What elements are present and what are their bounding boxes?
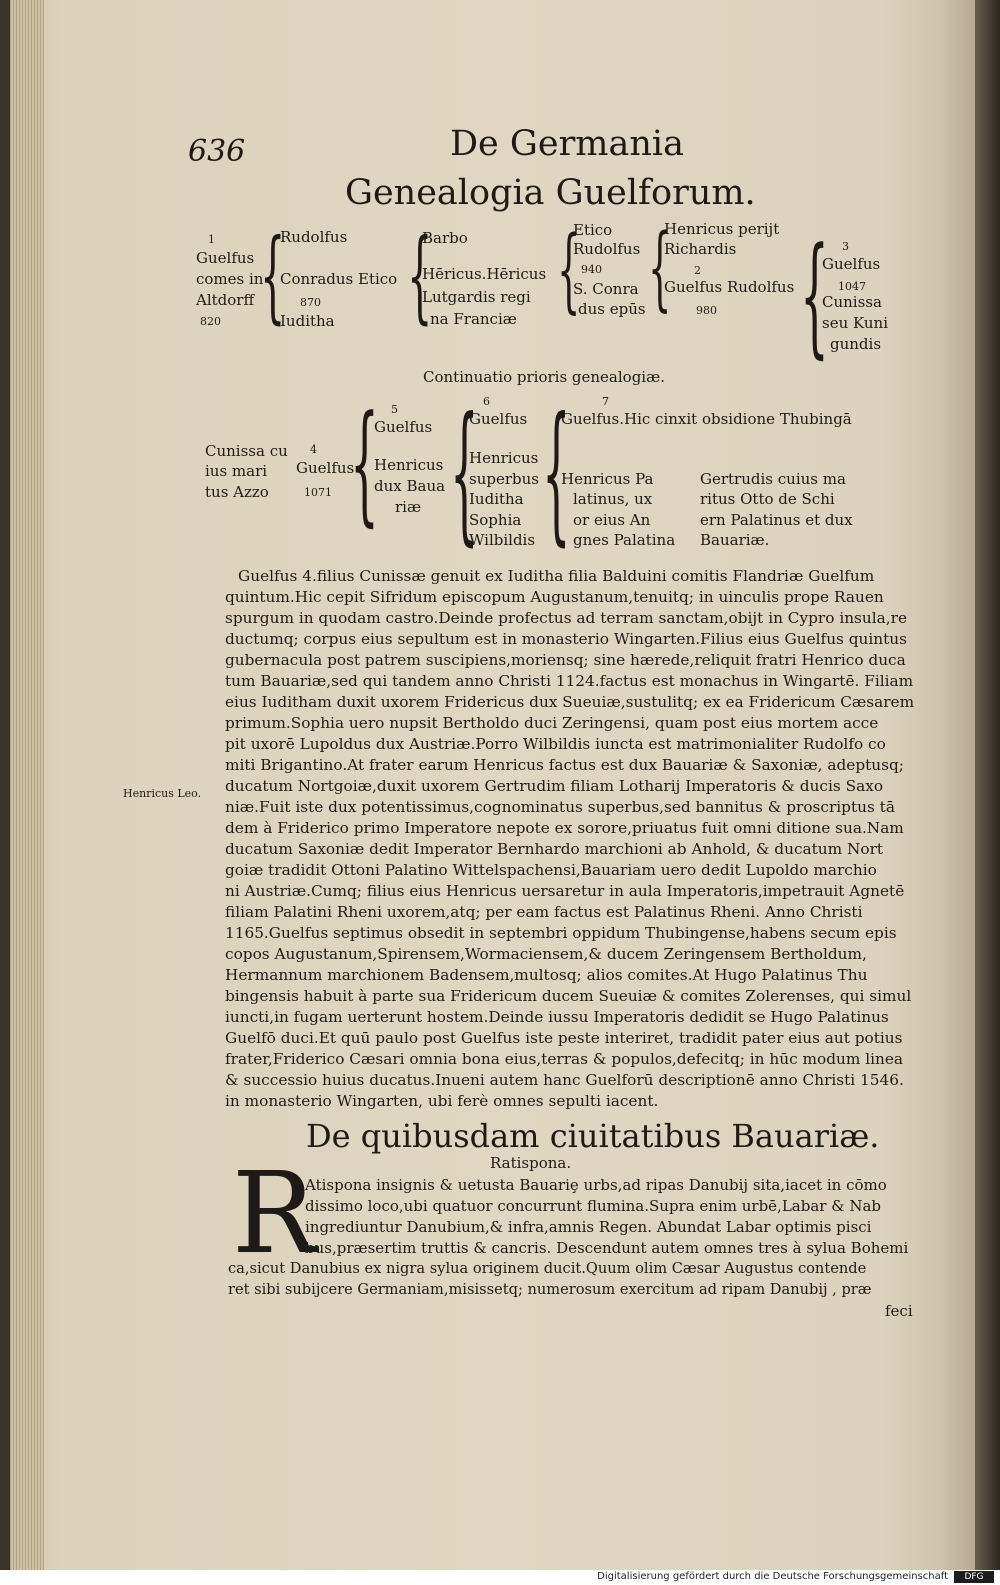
brace-icon: { (648, 214, 672, 321)
gen1-col4-a: Henricus perijt (664, 220, 780, 238)
gen1-root-number: 1 (208, 233, 215, 246)
subsection-title: Ratispona. (490, 1154, 572, 1172)
page-number: 636 (188, 134, 246, 169)
continuatio-heading: Continuatio prioris genealogiæ. (423, 368, 665, 386)
gen1-col3-a: Etico (573, 221, 613, 239)
gen1-root-line3: Altdorff (196, 291, 255, 309)
body-line: ni Austriæ.Cumq; filius eius Henricus uersaretur in aula Imperatoris,impetrauit Agnetē (225, 882, 905, 900)
body-line: ret sibi subijcere Germaniam,misissetq; numerosum exercitum ad ripam Danubij , præ (228, 1281, 872, 1298)
page-edge-stack (10, 0, 44, 1570)
body-line: 1165.Guelfus septimus obsedit in septembri oppidum Thubingense,habens secum epis (225, 924, 897, 942)
gen2-g4-name: Guelfus (296, 459, 355, 477)
section-title: De quibusdam ciuitatibus Bauariæ. (306, 1117, 880, 1155)
gen1-col1-a: Rudolfus (280, 228, 348, 246)
gen1-col5-num: 3 (842, 240, 849, 253)
gen2-col3-e: gnes Palatina (573, 531, 676, 549)
body-line: ducatum Saxoniæ dedit Imperator Bernhardo marchioni ab Anhold, & ducatum Nort (225, 840, 884, 858)
gen1-col5-d: Cunissa (822, 293, 882, 311)
body-line: spurgum in quodam castro.Deinde profectus ad terram sanctam,obijt in Cypro insula,re (225, 609, 908, 627)
brace-icon: { (557, 216, 581, 323)
body-line: pit uxorē Lupoldus dux Austriæ.Porro Wilbildis iuncta est matrimonialiter Rudolfo co (225, 735, 886, 753)
gen2-root-line1: Cunissa cu (205, 442, 288, 460)
gen2-col2-e: Sophia (469, 511, 522, 529)
gen2-col3-num: 7 (602, 395, 609, 408)
body-line: ingrediuntur Danubium,& infra,amnis Regen. Abundat Labar optimis pisci (305, 1218, 872, 1236)
body-line: in monasterio Wingarten, ubi ferè omnes sepulti iacent. (225, 1092, 659, 1110)
book-page (10, 0, 978, 1570)
gen2-g4-year: 1071 (304, 486, 332, 499)
gen1-col4-num: 2 (694, 264, 701, 277)
body-line: miti Brigantino.At frater earum Henricus factus est dux Bauariæ & Saxoniæ, adeptusq; (225, 756, 904, 774)
drop-cap: R (232, 1149, 317, 1279)
body-line: Hermannum marchionem Badensem,multosq; alios comites.At Hugo Palatinus Thu (225, 966, 868, 984)
brace-icon: { (800, 219, 829, 371)
gen2-col1-num: 5 (391, 403, 398, 416)
brace-icon: { (542, 386, 571, 560)
gen1-col2-b: Hēricus.Hēricus (422, 265, 547, 283)
body-line: copos Augustanum,Spirensem,Wormaciensem,& ducem Zeringensem Bertholdum, (225, 945, 867, 963)
gen2-col4-b: ritus Otto de Schi (700, 490, 835, 508)
page-title: Genealogia Guelforum. (345, 173, 756, 213)
gen2-col3-b: Henricus Pa (561, 470, 654, 488)
book-gutter (975, 0, 1000, 1570)
funding-credit: Digitalisierung gefördert durch die Deutsche Forschungsgemeinschaft (597, 1571, 948, 1582)
body-line: tum Bauariæ,sed qui tandem anno Christi 1124.factus est monachus in Wingartē. Filiam (225, 672, 914, 690)
body-line: eius Iuditham duxit uxorem Fridericus dux Sueuiæ,sustulitq; ex ea Fridericum Cæsarem (225, 693, 915, 711)
body-line: frater,Friderico Cæsari omnia bona eius,terras & populos,defecitq; in hūc modum linea (225, 1050, 904, 1068)
body-line: Guelfus 4.filius Cunissæ genuit ex Iuditha filia Balduini comitis Flandriæ Guelfum (238, 567, 875, 585)
gen1-root-year: 820 (200, 315, 221, 328)
gen2-col2-c: superbus (469, 470, 539, 488)
body-line: bingensis habuit à parte sua Fridericum ducem Sueuiæ & comites Zolerenses, qui simul (225, 987, 912, 1005)
gen1-col2-c: Lutgardis regi (422, 288, 531, 306)
gen2-col1-d: riæ (395, 498, 422, 516)
body-line: goiæ tradidit Ottoni Palatino Wittelspachensi,Bauariam uero dedit Lupoldo marchio (225, 861, 877, 879)
gen2-col3-d: or eius An (573, 511, 651, 529)
gen1-col5-f: gundis (830, 335, 882, 353)
running-head: De Germania (450, 124, 684, 164)
dfg-logo: DFG (954, 1571, 994, 1583)
body-line: niæ.Fuit iste dux potentissimus,cognominatus superbus,sed bannitus & proscriptus tā (225, 798, 895, 816)
gen2-root-line3: tus Azzo (205, 483, 269, 501)
body-line: bus,præsertim truttis & cancris. Descendunt autem omnes tres à sylua Bohemi (305, 1239, 909, 1257)
body-line: ducatum Nortgoiæ,duxit uxorem Gertrudim filiam Lotharij Imperatoris & ducis Saxo (225, 777, 884, 795)
gen2-col1-a: Guelfus (374, 418, 433, 436)
gen1-col4-b: Richardis (664, 240, 737, 258)
gen1-col1-d: Iuditha (280, 312, 335, 330)
gen2-g4-number: 4 (310, 443, 317, 456)
brace-icon: { (260, 217, 286, 334)
footer-bar (0, 1570, 1000, 1585)
gen1-col5-b: Guelfus (822, 255, 881, 273)
body-line: ductumq; corpus eius sepultum est in monasterio Wingarten.Filius eius Guelfus quintus (225, 630, 907, 648)
gen2-col2-num: 6 (483, 395, 490, 408)
body-line: dem à Friderico primo Imperatore nepote ex sorore,priuatus fuit omni ditione sua.Nam (225, 819, 904, 837)
gen1-col5-e: seu Kuni (822, 314, 888, 332)
gen2-col3-c: latinus, ux (573, 490, 653, 508)
body-line: Atispona insignis & uetusta Bauariȩ urbs,ad ripas Danubij sita,iacet in cōmo (305, 1176, 887, 1194)
gen1-col5-year: 1047 (838, 280, 866, 293)
gen1-col2-a: Barbo (422, 229, 468, 247)
gen2-col2-f: Wilbildis (469, 531, 536, 549)
gen1-col4-d: Guelfus Rudolfus (664, 278, 795, 296)
brace-icon: { (350, 387, 379, 539)
body-line: & successio huius ducatus.Inueni autem hanc Guelforū descriptionē anno Christi 1546. (225, 1071, 904, 1089)
brace-icon: { (450, 386, 479, 560)
catchword: feci (885, 1302, 913, 1320)
gen2-col4-a: Gertrudis cuius ma (700, 470, 846, 488)
gen1-col1-b: Conradus Etico (280, 270, 398, 288)
gen1-col1-year: 870 (300, 296, 321, 309)
body-line: quintum.Hic cepit Sifridum episcopum Augustanum,tenuitq; in uinculis prope Rauen (225, 588, 884, 606)
gen2-col1-b: Henricus (374, 456, 444, 474)
body-line: primum.Sophia uero nupsit Bertholdo duci Zeringensi, quam post eius mortem acce (225, 714, 879, 732)
gen2-col4-c: ern Palatinus et dux (700, 511, 853, 529)
gen2-root-line2: ius mari (205, 462, 268, 480)
gen2-col2-a: Guelfus (469, 410, 528, 428)
gen1-col4-year: 980 (696, 304, 717, 317)
body-line: gubernacula post patrem suscipiens,moriensq; sine hærede,reliquit fratri Henrico duca (225, 651, 906, 669)
margin-note: Henricus Leo. (123, 787, 202, 800)
gen1-col3-e: dus epūs (578, 300, 646, 318)
gen1-col3-year: 940 (581, 263, 602, 276)
body-line: filiam Palatini Rheni uxorem,atq; per eam factus est Palatinus Rheni. Anno Christi (225, 903, 863, 921)
body-line: iuncti,in fugam uerterunt hostem.Deinde iussu Imperatoris dedidit se Hugo Palatinus (225, 1008, 889, 1026)
gen1-root-line1: Guelfus (196, 249, 255, 267)
gen2-col1-c: dux Baua (374, 477, 446, 495)
body-line: dissimo loco,ubi quatuor concurrunt flumina.Supra enim urbē,Labar & Nab (305, 1197, 882, 1215)
gen1-col2-d: na Franciæ (430, 310, 517, 328)
gen2-col3-a: Guelfus.Hic cinxit obsidione Thubingā (561, 410, 852, 428)
gen2-col4-d: Bauariæ. (700, 531, 770, 549)
gen1-root-line2: comes in (196, 270, 264, 288)
gen2-col2-d: Iuditha (469, 490, 524, 508)
brace-icon: { (407, 217, 433, 334)
gen2-col2-b: Henricus (469, 449, 539, 467)
gen1-col3-d: S. Conra (573, 280, 639, 298)
body-line: ca,sicut Danubius ex nigra sylua originem ducit.Quum olim Cæsar Augustus contende (228, 1260, 867, 1277)
gen1-col3-b: Rudolfus (573, 240, 641, 258)
body-line: Guelfō duci.Et quū paulo post Guelfus iste peste interiret, tradidit pater eius aut potius (225, 1029, 903, 1047)
